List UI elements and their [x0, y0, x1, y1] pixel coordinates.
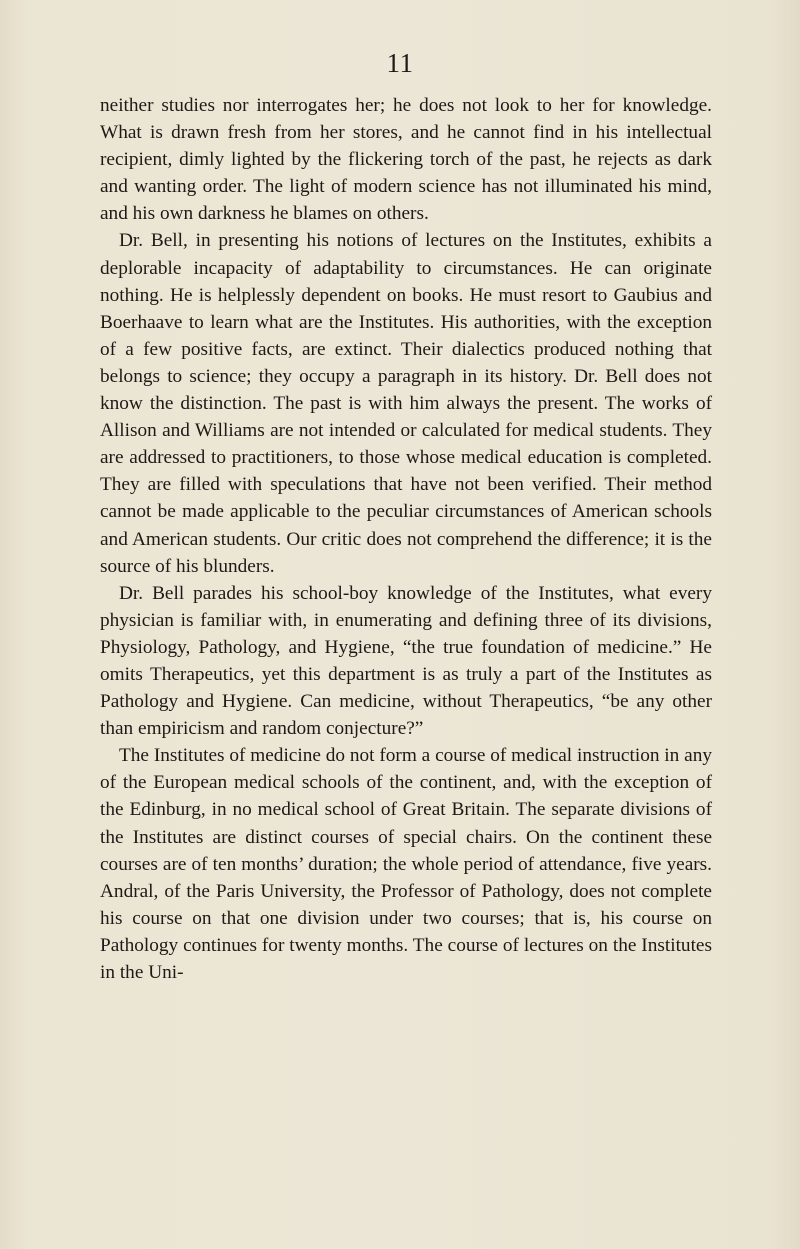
paragraph-1: neither studies nor interrogates her; he does not look to her for knowledge. What is drawn fresh from her stores, and he cannot find in his intellectual recipient, dimly lighted by the flickering torch of the past, he rejects as dark and wanting order. The light of modern science has not illuminated his mind, and his own darkness he blames on others. [100, 95, 712, 225]
body-text [100, 92, 712, 986]
paragraph-4: The Institutes of medicine do not form a course of medical instruction in any of the European medical schools of the continent, and, with the exception of the Edinburg, in no medical school of Great Britain. The separate divisions of the Institutes are distinct courses of special chairs. On the continent these courses are of ten months’ duration; the whole period of attendance, five years. Andral, of the Paris University, the Professor of Pathology, does not complete his course on that one division under two courses; that is, his course on Pathology continues for twenty months. The course of lectures on the Institutes in the Uni- [100, 745, 712, 983]
paragraph-3: Dr. Bell parades his school-boy knowledge of the Institutes, what every physician is familiar with, in enumerating and defining three of its divisions, Physiology, Pathology, and Hygiene, “the true foundation of medicine.” He omits Therapeutics, yet this department is as truly a part of the Institutes as Pathology and Hygiene. Can medicine, without Therapeutics, “be any other than empiricism and random conjecture?” [100, 582, 712, 740]
page-number: 11 [386, 48, 414, 78]
paragraph-2: Dr. Bell, in presenting his notions of lectures on the Institutes, exhibits a deplorable incapacity of adaptability to circumstances. He can originate nothing. He is helplessly dependent on books. He must resort to Gaubius and Boerhaave to learn what are the Institutes. His authorities, with the exception of a few positive facts, are extinct. Their dialectics produced nothing that belongs to science; they occupy a paragraph in its history. Dr. Bell does not know the distinction. The past is with him always the present. The works of Allison and Williams are not intended or calculated for medical students. They are addressed to practitioners, to those whose medical education is completed. They are filled with speculations that have not been verified. Their method cannot be made applicable to the peculiar circumstances of American schools and American students. Our critic does not comprehend the difference; it is the source of his blunders. [100, 230, 712, 577]
